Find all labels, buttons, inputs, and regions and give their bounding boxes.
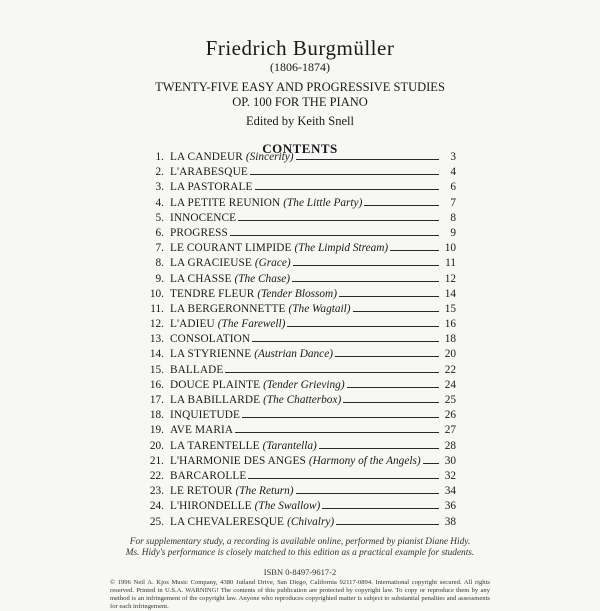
toc-leader-line [335, 356, 439, 357]
toc-entry-number: 8. [155, 257, 164, 270]
toc-entry-page: 36 [444, 500, 456, 513]
toc-entry [134, 317, 456, 332]
toc-entry-number: 1. [155, 151, 164, 163]
composer-lifespan: (1806-1874) [270, 60, 330, 74]
recording-note-line2: Ms. Hidy's performance is closely matched to this edition as a practical example for students. [125, 548, 475, 558]
toc-entry-translation: (The Return) [235, 485, 294, 498]
toc-entry-number: 20. [149, 439, 164, 452]
toc-entry-title-text: INQUIETUDE [170, 409, 241, 422]
toc-entry-translation: (The Swallow) [254, 500, 321, 513]
toc-entry-number: 11. [150, 302, 164, 315]
toc-entry [134, 241, 456, 256]
toc-leader-line [423, 463, 439, 464]
toc-entry-title-text: PROGRESS [170, 226, 228, 239]
toc-entry [134, 287, 456, 302]
toc-entry-title [170, 226, 228, 241]
toc-leader-line [293, 265, 439, 266]
toc-leader-line [230, 235, 439, 236]
toc-entry-title-text: L'HIRONDELLE [170, 500, 252, 513]
toc-entry-page: 34 [444, 485, 456, 498]
toc-entry-translation: (Sincerity) [245, 151, 294, 163]
toc-entry-number: 13. [149, 333, 164, 346]
toc-entry-number: 22. [149, 469, 164, 482]
work-title-line1: TWENTY-FIVE EASY AND PROGRESSIVE STUDIES [155, 80, 445, 94]
toc-entry-page: 22 [444, 363, 456, 376]
composer-name: Friedrich Burgmüller [205, 36, 395, 60]
toc-entry [134, 196, 456, 211]
toc-leader-line [296, 159, 439, 160]
toc-entry-number: 10. [149, 287, 164, 300]
recording-note-line1: For supplementary study, a recording is available online, performed by pianist Diane Hidy. [129, 537, 471, 547]
toc-entry-title-text: L'ADIEU [170, 318, 215, 331]
toc-entry-number: 5. [155, 211, 164, 224]
toc-leader-line [336, 524, 439, 525]
toc-entry-translation: (Tarantella) [262, 439, 317, 452]
toc-leader-line [242, 417, 439, 418]
toc-entry-title-text: LA GRACIEUSE [170, 257, 252, 270]
toc-entry-page: 28 [444, 439, 456, 452]
toc-entry [134, 423, 456, 438]
toc-entry-page: 16 [444, 318, 456, 331]
toc-leader-line [250, 174, 439, 175]
toc-entry-translation: (Harmony of the Angels) [308, 454, 421, 467]
toc-entry [134, 469, 456, 484]
toc-entry-title-text: LA STYRIENNE [170, 348, 252, 361]
toc-entry-page: 6 [450, 181, 456, 194]
toc-entry-translation: (The Chatterbox) [263, 394, 342, 406]
toc-entry-title-text: LA CANDEUR [170, 151, 243, 163]
toc-entry-title-text: INNOCENCE [170, 211, 237, 224]
page-header [0, 0, 600, 157]
toc-entry-title [170, 347, 333, 362]
toc-entry-page: 25 [444, 394, 456, 406]
toc-entry-translation: (The Farewell) [217, 318, 286, 331]
toc-entry-number: 21. [149, 454, 164, 467]
toc-leader-line [319, 448, 439, 449]
toc-entry [134, 515, 456, 530]
toc-entry [134, 272, 456, 287]
toc-entry-title [170, 256, 291, 271]
toc-entry-title-text: LA BERGERONNETTE [170, 302, 286, 315]
toc-entry-title [170, 196, 362, 211]
editor-credit: Edited by Keith Snell [246, 114, 354, 128]
copyright-notice: © 1996 Neil A. Kjos Music Company, 4380 Jutland Drive, San Diego, California 92117-0894. International copyright secured. All rights reserved. Printed in U.S.A. WARNING! The contents of this publication are protected by copyright law. To copy or reproduce them by any method is an infringement of the copyright law. Anyone who reproduces copyrighted matter is subject to substantial penalties and assessments for each infringement. [110, 579, 490, 610]
toc-entry-page: 38 [444, 515, 456, 528]
toc-entry [134, 378, 456, 393]
toc-leader-line [292, 281, 439, 282]
toc-entry-title [170, 332, 250, 347]
toc-entry-translation: (Tender Grieving) [263, 378, 345, 391]
toc-entry-title [170, 515, 334, 530]
toc-entry-page: 15 [444, 302, 456, 315]
toc-entry-title [170, 469, 246, 484]
toc-entry-page: 12 [444, 272, 456, 285]
toc-entry [134, 302, 456, 317]
toc-entry-page: 32 [444, 469, 456, 482]
toc-entry-title [170, 423, 233, 438]
toc-entry-title-text: LA CHEVALERESQUE [170, 515, 285, 528]
toc-entry-page: 18 [444, 333, 456, 346]
toc-entry-title [170, 150, 294, 165]
toc-entry-page: 9 [450, 226, 456, 239]
toc-entry-title-text: BALLADE [170, 363, 224, 376]
toc-entry-title [170, 393, 341, 408]
toc-entry-title [170, 317, 285, 332]
toc-leader-line [390, 250, 439, 251]
toc-entry-title [170, 180, 253, 195]
toc-entry [134, 165, 456, 180]
toc-leader-line [287, 326, 439, 327]
toc-entry-translation: (The Chase) [234, 272, 291, 285]
isbn: ISBN 0-8497-9617-2 [263, 567, 337, 577]
toc-entry [134, 439, 456, 454]
toc-entry-title-text: LE RETOUR [170, 485, 233, 498]
toc-entry-page: 14 [444, 287, 456, 300]
toc-entry-title [170, 499, 320, 514]
toc-entry-title-text: DOUCE PLAINTE [170, 378, 261, 391]
table-of-contents [134, 150, 456, 530]
toc-leader-line [339, 296, 439, 297]
toc-entry-number: 19. [149, 424, 164, 437]
toc-entry [134, 256, 456, 271]
contents-heading: CONTENTS [262, 141, 338, 156]
toc-entry-page: 26 [444, 409, 456, 422]
toc-entry-number: 6. [155, 226, 164, 239]
toc-entry-title-text: LA TARENTELLE [170, 439, 260, 452]
toc-entry-number: 18. [149, 409, 164, 422]
toc-entry-number: 7. [155, 242, 164, 255]
recording-note [0, 537, 600, 559]
work-title-line2: OP. 100 FOR THE PIANO [232, 95, 368, 109]
toc-entry [134, 150, 456, 165]
toc-entry-title [170, 165, 248, 180]
toc-entry [134, 226, 456, 241]
toc-entry-page: 8 [450, 211, 456, 224]
toc-entry-title-text: LA PETITE REUNION [170, 196, 281, 209]
toc-entry-title [170, 272, 290, 287]
toc-leader-line [252, 341, 439, 342]
toc-entry-title-text: TENDRE FLEUR [170, 287, 255, 300]
toc-entry-title [170, 484, 294, 499]
toc-entry-page: 4 [450, 166, 456, 179]
toc-entry-title [170, 287, 337, 302]
toc-entry-title [170, 439, 317, 454]
toc-leader-line [225, 372, 439, 373]
toc-entry-title-text: BARCAROLLE [170, 469, 247, 482]
toc-leader-line [248, 478, 439, 479]
toc-entry-number: 2. [155, 166, 164, 179]
toc-entry-number: 25. [149, 515, 164, 528]
toc-entry [134, 363, 456, 378]
toc-entry-title-text: L'ARABESQUE [170, 166, 248, 179]
toc-entry-page: 3 [450, 151, 456, 163]
toc-entry-translation: (Austrian Dance) [254, 348, 333, 361]
toc-entry-translation: (Chivalry) [287, 515, 335, 528]
toc-entry-number: 17. [149, 394, 164, 406]
toc-entry-title [170, 454, 421, 469]
toc-leader-line [238, 220, 439, 221]
toc-entry-page: 20 [444, 348, 456, 361]
toc-entry-number: 9. [155, 272, 164, 285]
toc-entry-number: 14. [149, 348, 164, 361]
toc-entry-translation: (Tender Blossom) [257, 287, 337, 300]
toc-leader-line [235, 432, 439, 433]
toc-entry [134, 408, 456, 423]
toc-entry [134, 347, 456, 362]
toc-entry-page: 30 [444, 454, 456, 467]
toc-entry-number: 15. [149, 363, 164, 376]
toc-leader-line [353, 311, 439, 312]
toc-entry-page: 27 [444, 424, 456, 437]
toc-leader-line [322, 508, 439, 509]
toc-entry-title [170, 363, 223, 378]
toc-entry [134, 499, 456, 514]
toc-entry-page: 10 [444, 242, 456, 255]
toc-entry-title [170, 241, 388, 256]
toc-entry [134, 393, 456, 408]
toc-entry-number: 4. [155, 196, 164, 209]
toc-entry [134, 180, 456, 195]
toc-entry-title-text: LE COURANT LIMPIDE [170, 242, 292, 255]
toc-entry-number: 12. [149, 318, 164, 331]
toc-entry-title-text: AVE MARIA [170, 424, 234, 437]
toc-entry-page: 11 [445, 257, 456, 270]
toc-entry [134, 332, 456, 347]
toc-entry-title [170, 211, 236, 226]
toc-entry-title-text: CONSOLATION [170, 333, 251, 346]
toc-entry-number: 23. [149, 485, 164, 498]
toc-entry-translation: (The Little Party) [283, 196, 363, 209]
toc-entry [134, 211, 456, 226]
toc-entry [134, 484, 456, 499]
toc-entry-translation: (The Limpid Stream) [294, 242, 389, 255]
toc-entry-number: 16. [149, 378, 164, 391]
toc-entry-number: 24. [149, 500, 164, 513]
toc-entry-title [170, 408, 240, 423]
toc-leader-line [364, 205, 439, 206]
toc-entry-title-text: LA BABILLARDE [170, 394, 261, 406]
toc-entry-page: 7 [450, 196, 456, 209]
toc-entry-translation: (The Wagtail) [288, 302, 351, 315]
toc-entry-title-text: L'HARMONIE DES ANGES [170, 454, 306, 467]
toc-entry-translation: (Grace) [254, 257, 291, 270]
toc-leader-line [347, 387, 439, 388]
toc-entry-title [170, 302, 351, 317]
toc-entry-number: 3. [155, 181, 164, 194]
toc-entry [134, 454, 456, 469]
toc-entry-page: 24 [444, 378, 456, 391]
toc-entry-title [170, 378, 345, 393]
toc-entry-title-text: LA CHASSE [170, 272, 232, 285]
toc-leader-line [296, 493, 439, 494]
toc-leader-line [343, 402, 439, 403]
toc-entry-title-text: LA PASTORALE [170, 181, 253, 194]
toc-leader-line [255, 189, 440, 190]
